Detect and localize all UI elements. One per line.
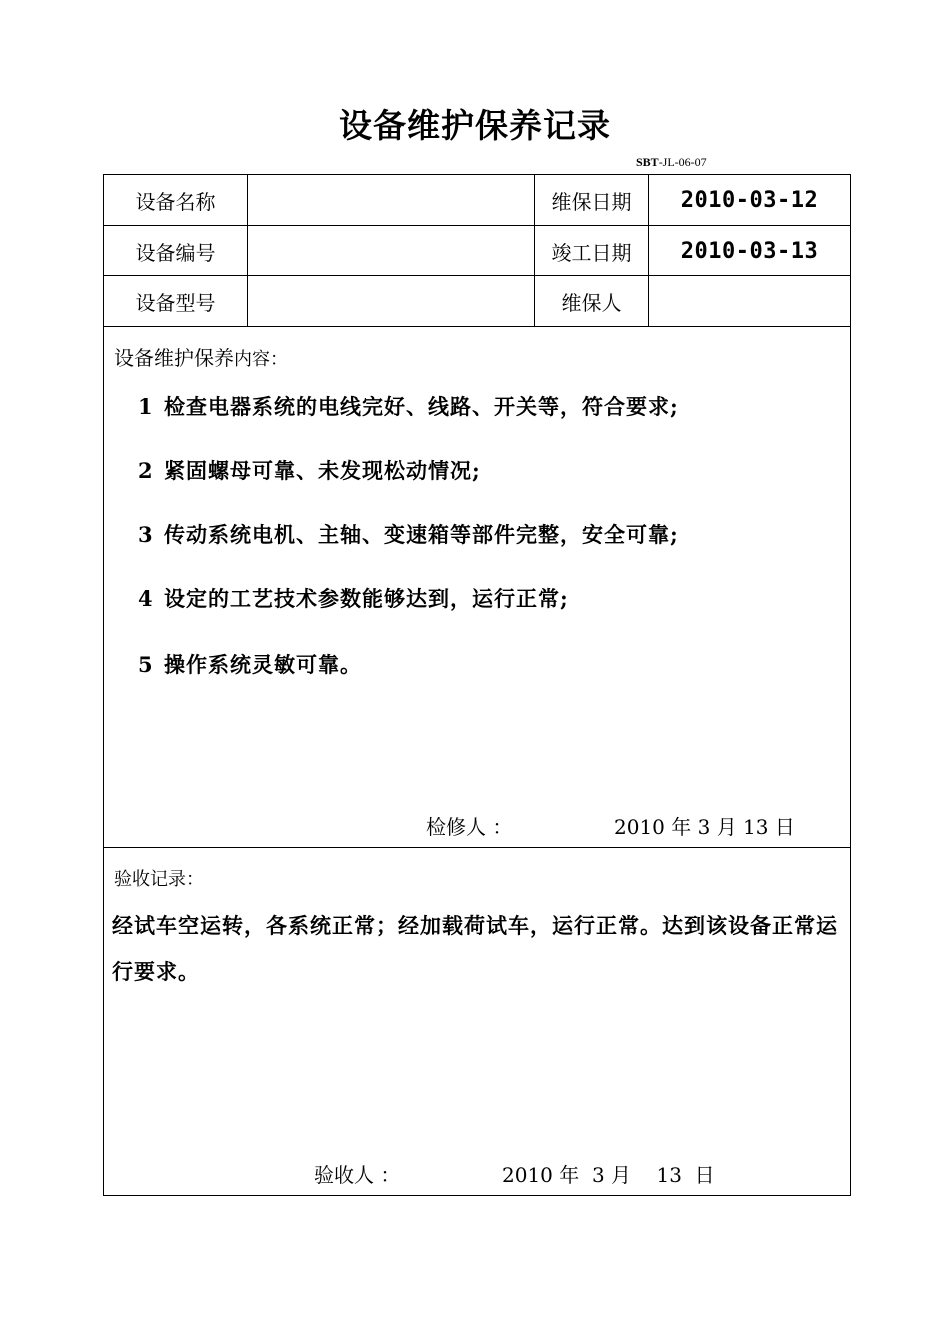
acceptance-text: 经试车空运转，各系统正常；经加载荷试车，运行正常。达到该设备正常运行要求。 bbox=[112, 913, 838, 984]
inspector-date: 2010 年 3 月 13 日 bbox=[614, 815, 795, 839]
content-item bbox=[138, 583, 569, 613]
form-code-suffix: -JL-06-07 bbox=[658, 155, 707, 169]
content-item bbox=[138, 649, 362, 679]
inspector-label: 检修人 ： bbox=[426, 815, 513, 839]
maint-date-label: 维保日期 bbox=[551, 189, 632, 214]
item-text: 传动系统电机、主轴、变速箱等部件完整，安全可靠; bbox=[164, 522, 679, 547]
content-label-main: 设备维护保养 bbox=[114, 346, 234, 370]
equipment-name-value[interactable] bbox=[248, 175, 534, 225]
item-number: 5 bbox=[138, 652, 154, 677]
item-number: 3 bbox=[138, 522, 154, 547]
item-number: 4 bbox=[138, 586, 154, 611]
acceptor-label: 验收人 ： bbox=[314, 1163, 401, 1187]
maint-date-value[interactable]: 2010-03-12 bbox=[680, 187, 819, 213]
equipment-no-value[interactable] bbox=[248, 226, 534, 276]
item-text: 操作系统灵敏可靠。 bbox=[164, 652, 362, 677]
equipment-model-value[interactable] bbox=[248, 276, 534, 326]
equipment-name-label: 设备名称 bbox=[135, 189, 216, 214]
item-number: 2 bbox=[138, 458, 154, 483]
content-label bbox=[114, 342, 288, 371]
form-code-prefix: SBT bbox=[636, 155, 659, 169]
equipment-no-label: 设备编号 bbox=[135, 240, 216, 265]
complete-date-label: 竣工日期 bbox=[551, 240, 632, 265]
maintainer-label: 维保人 bbox=[561, 290, 622, 315]
content-item bbox=[138, 455, 481, 485]
item-number: 1 bbox=[138, 394, 154, 419]
content-item bbox=[138, 519, 679, 549]
page-title: 设备维护保养记录 bbox=[339, 106, 611, 145]
record-form bbox=[103, 174, 851, 1196]
section-divider bbox=[104, 847, 850, 848]
item-text: 紧固螺母可靠、未发现松动情况; bbox=[164, 458, 481, 483]
equipment-model-label: 设备型号 bbox=[135, 290, 216, 315]
form-code bbox=[636, 155, 707, 169]
item-text: 设定的工艺技术参数能够达到，运行正常; bbox=[164, 586, 569, 611]
row-divider bbox=[104, 326, 850, 327]
acceptance-label: 验收记录： bbox=[114, 869, 204, 890]
item-text: 检查电器系统的电线完好、线路、开关等，符合要求; bbox=[164, 394, 679, 419]
content-item bbox=[138, 391, 679, 421]
complete-date-value[interactable]: 2010-03-13 bbox=[680, 238, 819, 264]
acceptor-date: 2010 年 3 月 13 日 bbox=[502, 1163, 715, 1187]
maintainer-value[interactable] bbox=[649, 276, 850, 326]
content-label-suffix: 内容： bbox=[234, 349, 288, 370]
